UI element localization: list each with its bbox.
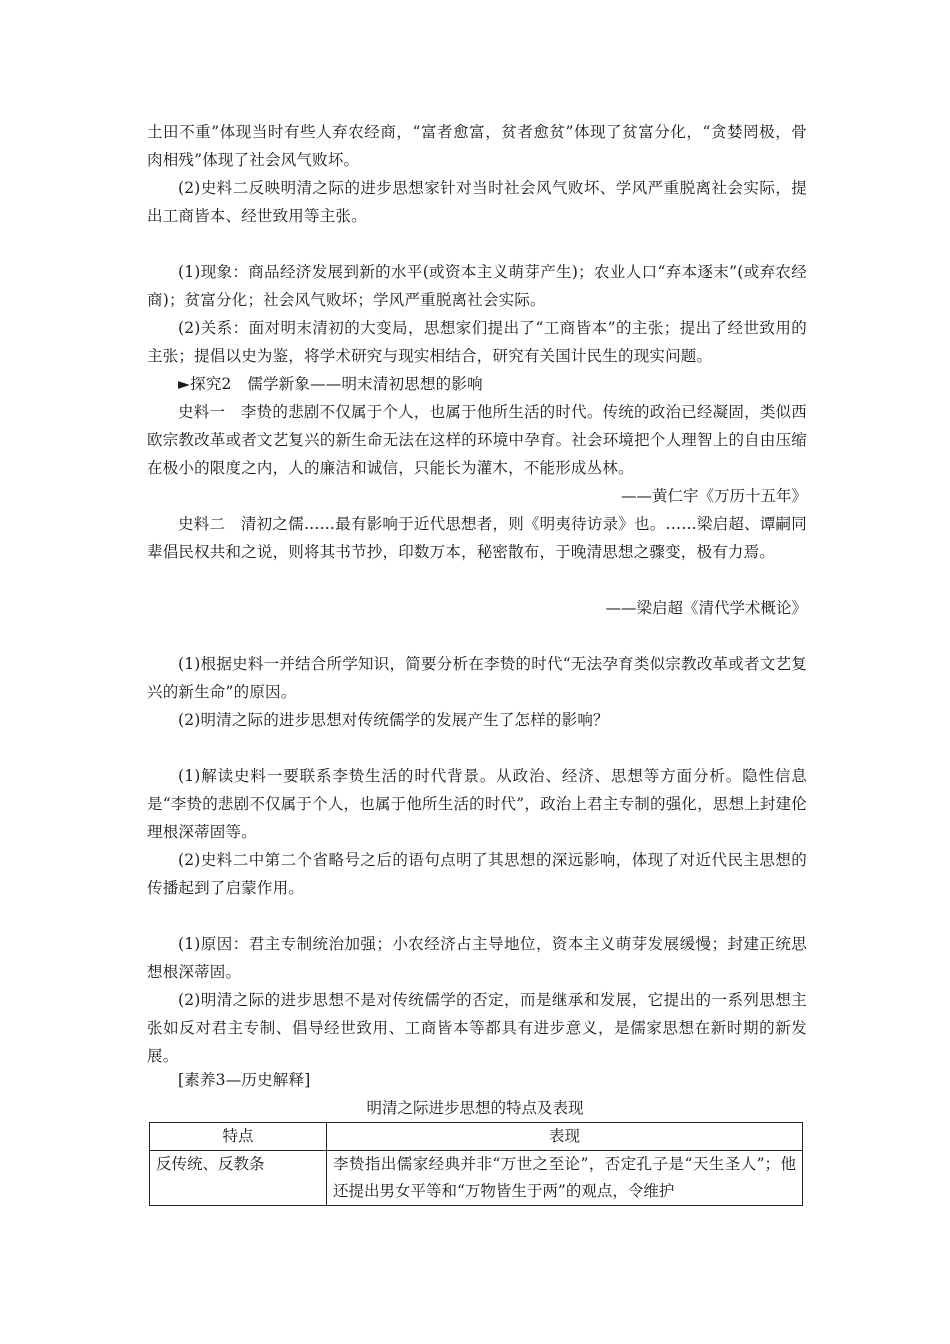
table-header-row xyxy=(150,1123,803,1151)
question-2: (2)明清之际的进步思想对传统儒学的发展产生了怎样的影响？ xyxy=(178,711,609,729)
paragraph-analysis-2: (2)史料二反映明清之际的进步思想家针对当时社会风气败坏、学风严重脱离社会实际，提出工商皆本、经世致用等主张。 xyxy=(147,179,807,225)
answer-relationship: (2)关系：面对明末清初的大变局，思想家们提出了“工商皆本”的主张；提出了经世致用的主张；提倡以史为鉴，将学术研究与现实相结合，研究有关国计民生的现实问题。 xyxy=(147,319,807,365)
table-cell-feature: 反传统、反教条 xyxy=(150,1151,327,1206)
literacy-heading: [素养3—历史解释] xyxy=(178,1071,311,1089)
answer-1: (1)原因：君主专制统治加强；小农经济占主导地位，资本主义萌芽发展缓慢；封建正统思想根深蒂固。 xyxy=(147,935,807,981)
source-citation-2: ——梁启超《清代学术概论》 xyxy=(605,599,807,617)
table-row xyxy=(150,1151,803,1206)
table-header-feature: 特点 xyxy=(150,1123,327,1151)
source-citation-1: ——黄仁宇《万历十五年》 xyxy=(620,487,807,505)
paragraph-continuation: 土田不重”体现当时有些人弃农经商，“富者愈富，贫者愈贫”体现了贫富分化，“贪婪罔极，骨肉相残”体现了社会风气败坏。 xyxy=(147,123,807,169)
source-material-1: 史料一 李贽的悲剧不仅属于个人，也属于他所生活的时代。传统的政治已经凝固，类似西欧宗教改革或者文艺复兴的新生命无法在这样的环境中孕育。社会环境把个人理智上的自由压缩在极小的限度之内，人的廉洁和诚信，只能长为灌木，不能形成丛林。 xyxy=(147,403,807,477)
answer-2: (2)明清之际的进步思想不是对传统儒学的否定，而是继承和发展，它提出的一系列思想主张如反对君主专制、倡导经世致用、工商皆本等都具有进步意义，是儒家思想在新时期的新发展。 xyxy=(147,991,807,1065)
features-table xyxy=(149,1122,803,1206)
hint-2: (2)史料二中第二个省略号之后的语句点明了其思想的深远影响，体现了对近代民主思想的传播起到了启蒙作用。 xyxy=(147,851,807,897)
source-material-2: 史料二 清初之儒……最有影响于近代思想者，则《明夷待访录》也。……梁启超、谭嗣同辈倡民权共和之说，则将其书节抄，印数万本，秘密散布，于晚清思想之骤变，极有力焉。 xyxy=(147,515,807,561)
table-header-detail: 表现 xyxy=(327,1123,803,1151)
section-heading-explore-2: ►探究2 儒学新象——明末清初思想的影响 xyxy=(178,375,483,393)
hint-1: (1)解读史料一要联系李贽生活的时代背景。从政治、经济、思想等方面分析。隐性信息是“李贽的悲剧不仅属于个人，也属于他所生活的时代”，政治上君主专制的强化，思想上封建伦理根深蒂固等。 xyxy=(147,767,807,841)
table-cell-detail: 李贽指出儒家经典并非“万世之至论”，否定孔子是“天生圣人”；他还提出男女平等和“万物皆生于两”的观点，令维护 xyxy=(327,1151,803,1206)
answer-phenomenon: (1)现象：商品经济发展到新的水平(或资本主义萌芽产生)；农业人口“弃本逐末”(或弃农经商)；贫富分化；社会风气败坏；学风严重脱离社会实际。 xyxy=(147,263,807,309)
question-1: (1)根据史料一并结合所学知识，简要分析在李贽的时代“无法孕育类似宗教改革或者文艺复兴的新生命”的原因。 xyxy=(147,655,807,701)
table-caption: 明清之际进步思想的特点及表现 xyxy=(366,1099,584,1117)
